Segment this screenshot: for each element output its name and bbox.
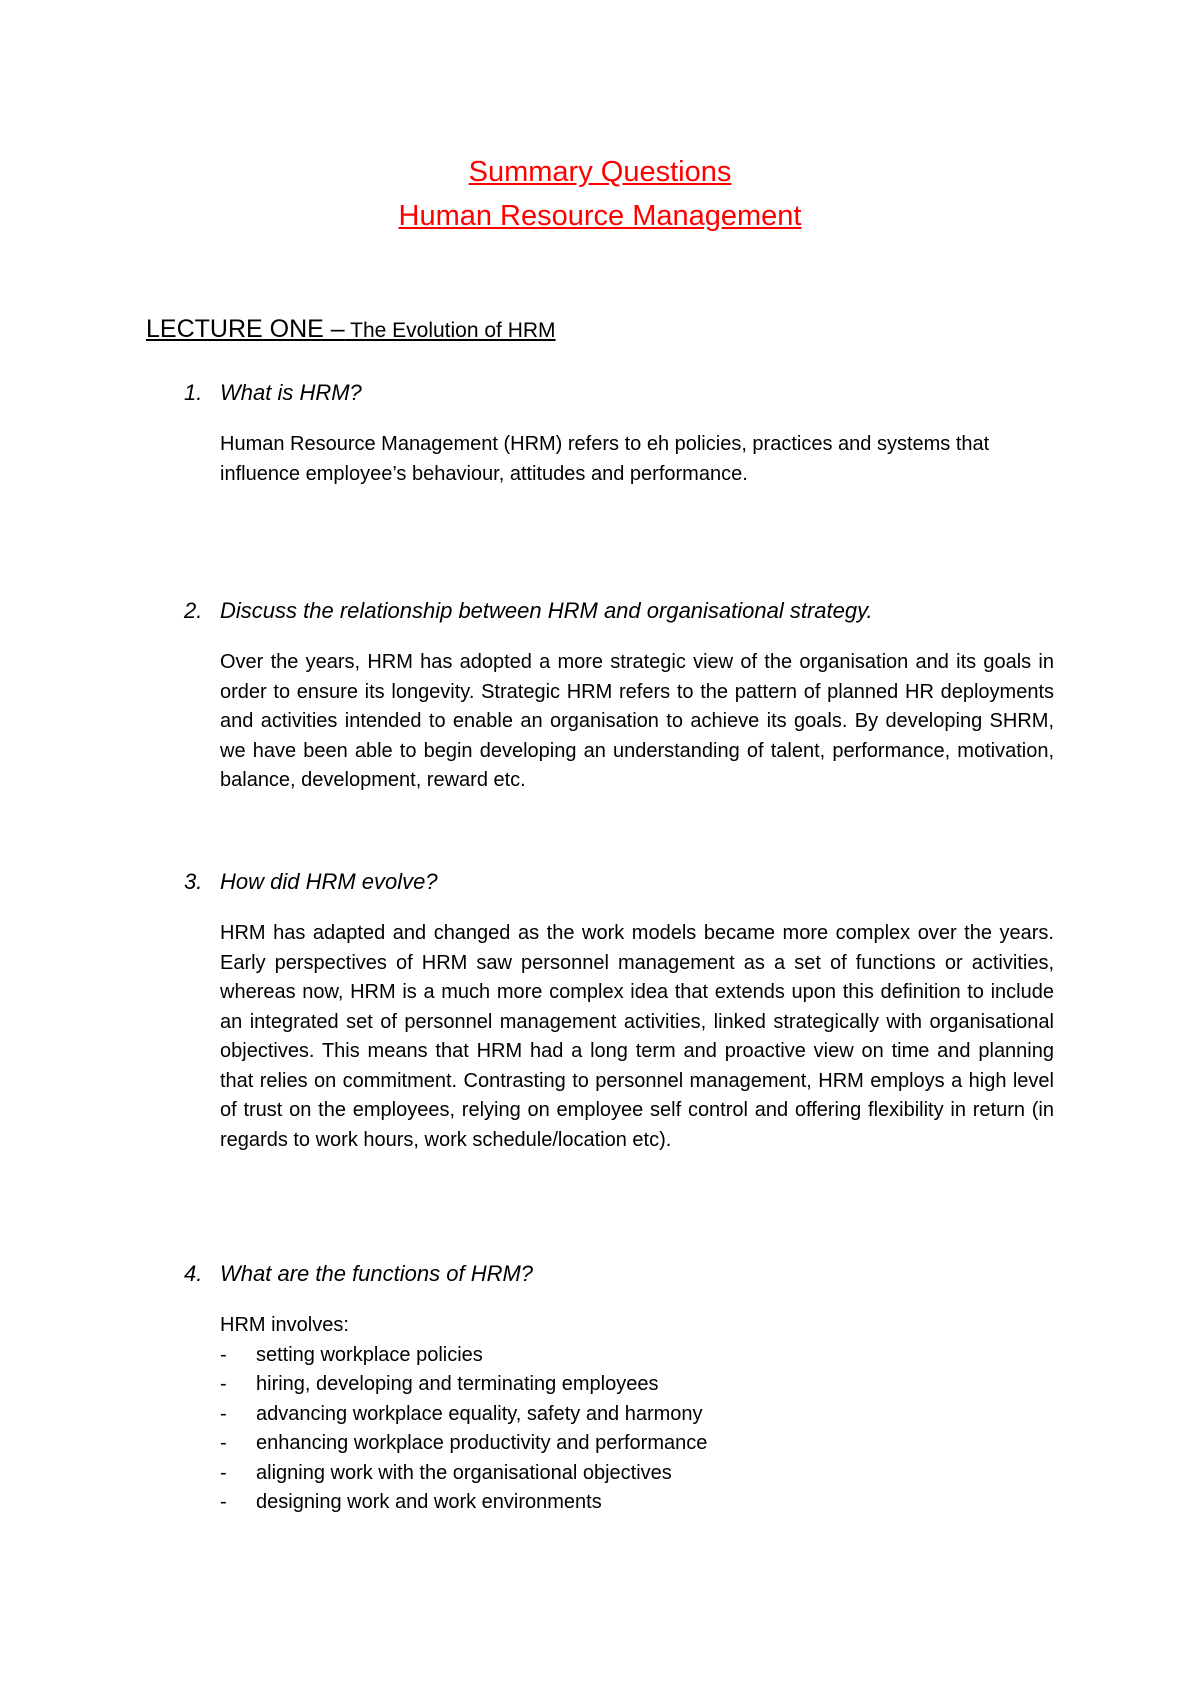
list-item: - enhancing workplace productivity and performance [220, 1429, 1054, 1459]
answer-2: Over the years, HRM has adopted a more strategic view of the organisation and its goals in order to ensure its longevity. Strategic HRM refers to the pattern of planned HR deployments and activities intended to enable an organisation to achieve its goals. By developing SHRM, we have been able to begin developing an understanding of talent, performance, motivation, balance, development, reward etc. [220, 651, 1054, 791]
title-human-resource-management: Human Resource Management [398, 200, 802, 232]
question-text: What is HRM? [220, 380, 362, 405]
question-text: Discuss the relationship between HRM and organisational strategy. [220, 598, 873, 623]
question-text: What are the functions of HRM? [220, 1261, 534, 1286]
question-block-4 [184, 1259, 1054, 1518]
bullet-dash: - [220, 1432, 227, 1454]
list-item: - designing work and work environments [220, 1488, 1054, 1518]
list-item: - advancing workplace equality, safety and harmony [220, 1400, 1054, 1430]
bullet-dash: - [220, 1343, 227, 1366]
document-title [0, 150, 1200, 238]
list-item: - setting workplace policies [220, 1341, 1054, 1371]
question-number: 3. [184, 869, 203, 894]
list-item: - hiring, developing and terminating employees [220, 1370, 1054, 1400]
list-item: - aligning work with the organisational objectives [220, 1459, 1054, 1489]
bullet-dash: - [220, 1491, 227, 1513]
question-2 [184, 596, 1054, 626]
functions-list [220, 1341, 1054, 1518]
lecture-topic: The Evolution of HRM [344, 319, 556, 342]
bullet-dash: - [220, 1373, 227, 1395]
question-text: How did HRM evolve? [220, 869, 438, 894]
question-block-2 [184, 596, 1054, 796]
question-4 [184, 1259, 1054, 1289]
question-block-1 [184, 378, 1054, 489]
answer-4-intro: HRM involves: [220, 1314, 349, 1336]
question-block-3 [184, 867, 1054, 1155]
question-1 [184, 378, 1054, 408]
answer-3: HRM has adapted and changed as the work models became more complex over the years. Early perspectives of HRM saw personnel management as a set of functions or activities, whereas now, HRM is a much more complex idea that extends upon this definition to include an integrated set of personnel management activities, linked strategically with organisational objectives. This means that HRM had a long term and proactive view on time and planning that relies on commitment. Contrasting to personnel management, HRM employs a high level of trust on the employees, relying on employee self control and offering flexibility in return (in regards to work hours, work schedule/location etc). [220, 922, 1054, 1151]
bullet-dash: - [220, 1461, 227, 1484]
title-summary-questions: Summary Questions [468, 156, 732, 188]
question-number: 4. [184, 1261, 203, 1286]
lecture-heading [146, 314, 556, 346]
question-number: 1. [184, 380, 203, 405]
lecture-number: LECTURE ONE – [146, 315, 345, 343]
question-number: 2. [184, 598, 203, 623]
answer-1: Human Resource Management (HRM) refers to eh policies, practices and systems that influence employee’s behaviour, attitudes and performance. [220, 433, 990, 485]
question-3 [184, 867, 1054, 897]
bullet-dash: - [220, 1402, 227, 1425]
